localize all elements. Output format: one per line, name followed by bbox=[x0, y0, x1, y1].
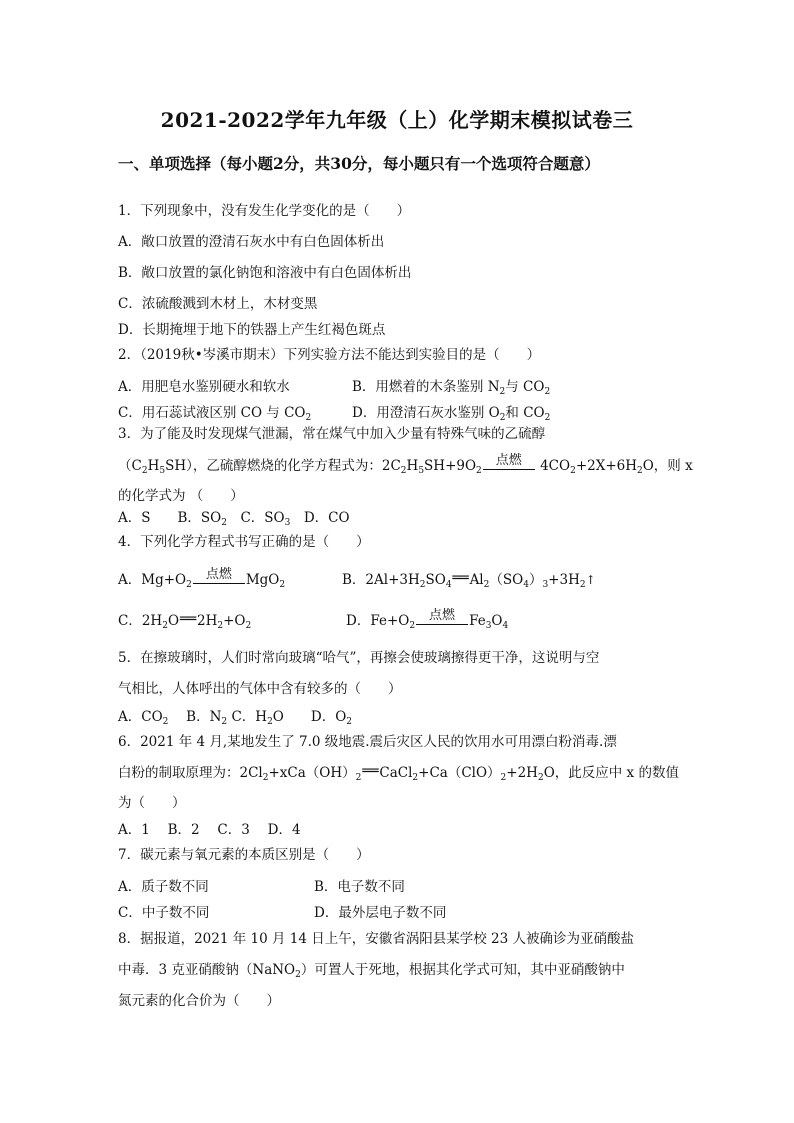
section-heading: 一、单项选择（每小题2分，共30分，每小题只有一个选项符合题意） bbox=[118, 154, 600, 173]
q3-line3: 的化学式为 （ ） bbox=[118, 488, 244, 504]
q4-stem: 4．下列化学方程式书写正确的是（ ） bbox=[118, 534, 370, 550]
reaction-condition: 点燃 bbox=[193, 577, 245, 584]
q3-equation-line: $(C_2H_5SH)$，乙硫醇燃烧的化学方程式为：$2C_2H_5SH+9O_2$ 点燃 $4CO_2+2X+6H_2O$，则 x bbox=[118, 453, 693, 476]
q2-option-a: A．用肥皂水鉴别硬水和软水 bbox=[118, 379, 290, 395]
q7-option-c: C．中子数不同 bbox=[118, 905, 210, 921]
q8-stem: 8．据报道，2021 年 10 月 14 日上午，安徽省涡阳县某学校 23 人被确诊为亚硝酸盐 bbox=[118, 931, 635, 947]
q5-options: A．$CO_2$ B．$N_2$ C．$H_2O$ D．$O_2$ bbox=[118, 709, 352, 727]
q7-option-a: A．质子数不同 bbox=[118, 879, 209, 895]
q7-stem: 7．碳元素与氧元素的本质区别是（ ） bbox=[118, 847, 370, 863]
q8-line3: 氮元素的化合价为（ ） bbox=[118, 993, 280, 1009]
q8-line2: 中毒．3 克亚硝酸钠（NaNO$_2$）可置人于死地，根据其化学式可知，其中亚硝酸钠中 bbox=[118, 962, 625, 980]
q5-line2: 气相比，人体呼出的气体中含有较多的（ ） bbox=[118, 681, 402, 697]
gas-arrow-icon: ↑ bbox=[585, 573, 596, 587]
q2-option-c: C．用石蕊试液区别 CO 与 $CO_2$ bbox=[118, 405, 312, 423]
q6-line3: 为（ ） bbox=[118, 795, 186, 811]
q4-option-a: A．$Mg+O_2$ 点燃 MgO$_2$ bbox=[118, 567, 286, 590]
q1-option-d: D．长期掩埋于地下的铁器上产生红褐色斑点 bbox=[118, 322, 386, 338]
q4-option-c: C．$2H_2O══2H_2+O_2$ bbox=[118, 611, 252, 631]
q1-option-b: B．敞口放置的氯化钠饱和溶液中有白色固体析出 bbox=[118, 265, 412, 281]
q6-stem: 6．2021 年 4 月,某地发生了 7.0 级地震.震后灾区人民的饮用水可用漂白粉消毒.漂 bbox=[118, 734, 617, 750]
q1-option-c: C．浓硫酸溅到木材上，木材变黑 bbox=[118, 296, 318, 312]
q1-stem: 1．下列现象中，没有发生化学变化的是（ ） bbox=[118, 203, 411, 219]
page-title: 2021-2022学年九年级（上）化学期末模拟试卷三 bbox=[160, 108, 634, 132]
q2-stem: 2．（2019秋•岑溪市期末）下列实验方法不能达到实验目的是（ ） bbox=[118, 347, 541, 363]
q4-option-d: D．$Fe+O_2$ 点燃 $Fe_3O_4$ bbox=[346, 608, 509, 631]
q6-options: A．1 B．2 C．3 D．4 bbox=[118, 822, 301, 838]
q2-option-d: D．用澄清石灰水鉴别 $O_2$和 $CO_2$ bbox=[352, 405, 551, 423]
q4-option-b: B．$2Al+3H_2SO_4══Al_2(SO_4)_3+3H_2↑$ bbox=[342, 570, 596, 590]
q5-stem: 5．在擦玻璃时，人们时常向玻璃“哈气”，再擦会使玻璃擦得更干净，这说明与空 bbox=[118, 650, 600, 666]
q2-option-b: B．用燃着的木条鉴别 $N_2$与 $CO_2$ bbox=[352, 379, 551, 397]
q7-option-d: D．最外层电子数不同 bbox=[314, 905, 447, 921]
q3-options: A．S B．$SO_2$ C．$SO_3$ D．CO bbox=[118, 510, 350, 528]
q7-option-b: B．电子数不同 bbox=[314, 879, 405, 895]
q3-stem: 3．为了能及时发现煤气泄漏，常在煤气中加入少量有特殊气味的乙硫醇 bbox=[118, 426, 546, 442]
reaction-condition: 点燃 bbox=[483, 463, 535, 470]
reaction-condition: 点燃 bbox=[416, 618, 468, 625]
q6-equation-line: 白粉的制取原理为：$2Cl_2+xCa(OH)_2══CaCl_2+Ca(ClO)_2+2H_2O$，此反应中 x 的数值 bbox=[118, 763, 679, 783]
q1-option-a: A．敞口放置的澄清石灰水中有白色固体析出 bbox=[118, 234, 385, 250]
